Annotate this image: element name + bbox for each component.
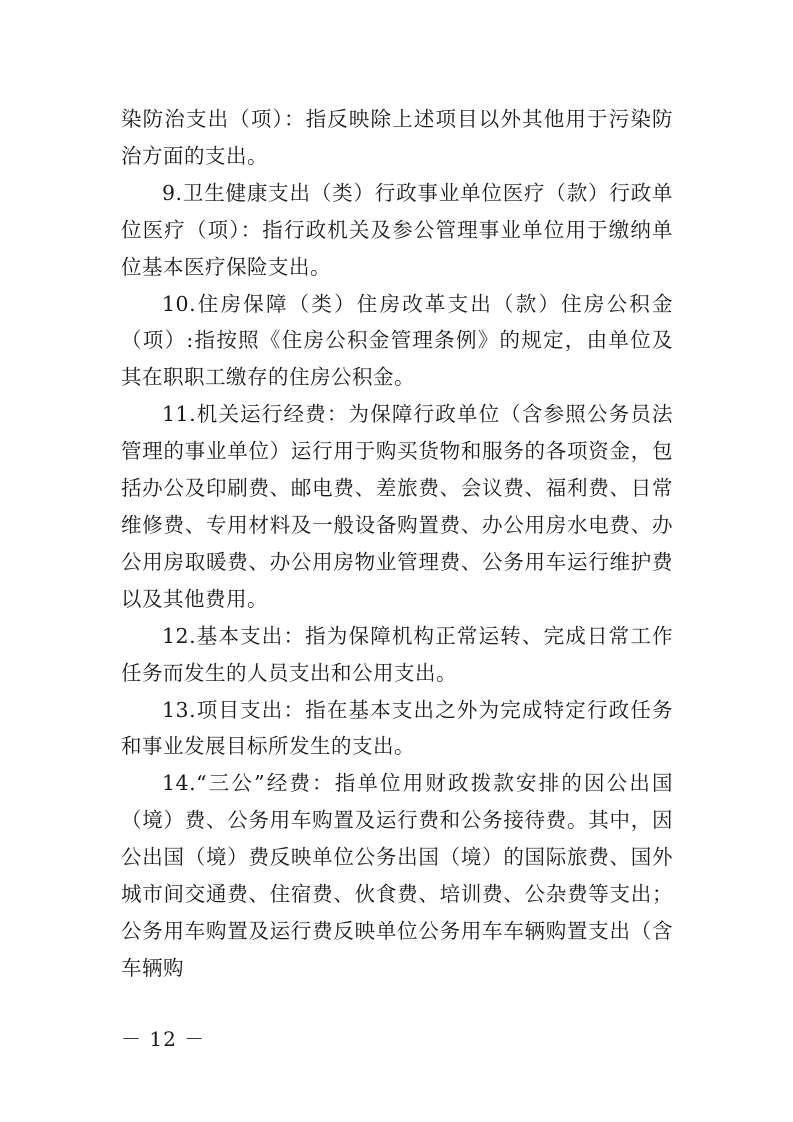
paragraph-item-13: 13.项目支出：指在基本支出之外为完成特定行政任务和事业发展目标所发生的支出。 <box>121 697 673 759</box>
page-number: － 12 － <box>121 1027 206 1051</box>
paragraph-pollution-continued: 染防治支出（项）：指反映除上述项目以外其他用于污染防治方面的支出。 <box>121 107 673 168</box>
paragraph-item-9: 9.卫生健康支出（类）行政事业单位医疗（款）行政单位医疗（项）：指行政机关及参公管理事业单位用于缴纳单位基本医疗保险支出。 <box>121 180 673 279</box>
paragraph-item-10: 10.住房保障（类）住房改革支出（款）住房公积金（项）:指按照《住房公积金管理条例》的规定，由单位及其在职职工缴存的住房公积金。 <box>121 291 673 390</box>
paragraph-item-11: 11.机关运行经费：为保障行政单位（含参照公务员法管理的事业单位）运行用于购买货物和服务的各项资金，包括办公及印刷费、邮电费、差旅费、会议费、福利费、日常维修费、专用材料及一般设备购置费、办公用房水电费、办公用房取暖费、办公用房物业管理费、公务用车运行维护费以及其他费用。 <box>121 402 673 611</box>
paragraph-item-12: 12.基本支出：指为保障机构正常运转、完成日常工作任务而发生的人员支出和公用支出。 <box>121 623 673 685</box>
paragraph-item-14: 14.“三公”经费：指单位用财政拨款安排的因公出国（境）费、公务用车购置及运行费和公务接待费。其中，因公出国（境）费反映单位公务出国（境）的国际旅费、国外城市间交通费、住宿费、伙食费、培训费、公杂费等支出；公务用车购置及运行费反映单位公务用车车辆购置支出（含车辆购 <box>121 771 673 980</box>
body-text <box>121 101 673 987</box>
